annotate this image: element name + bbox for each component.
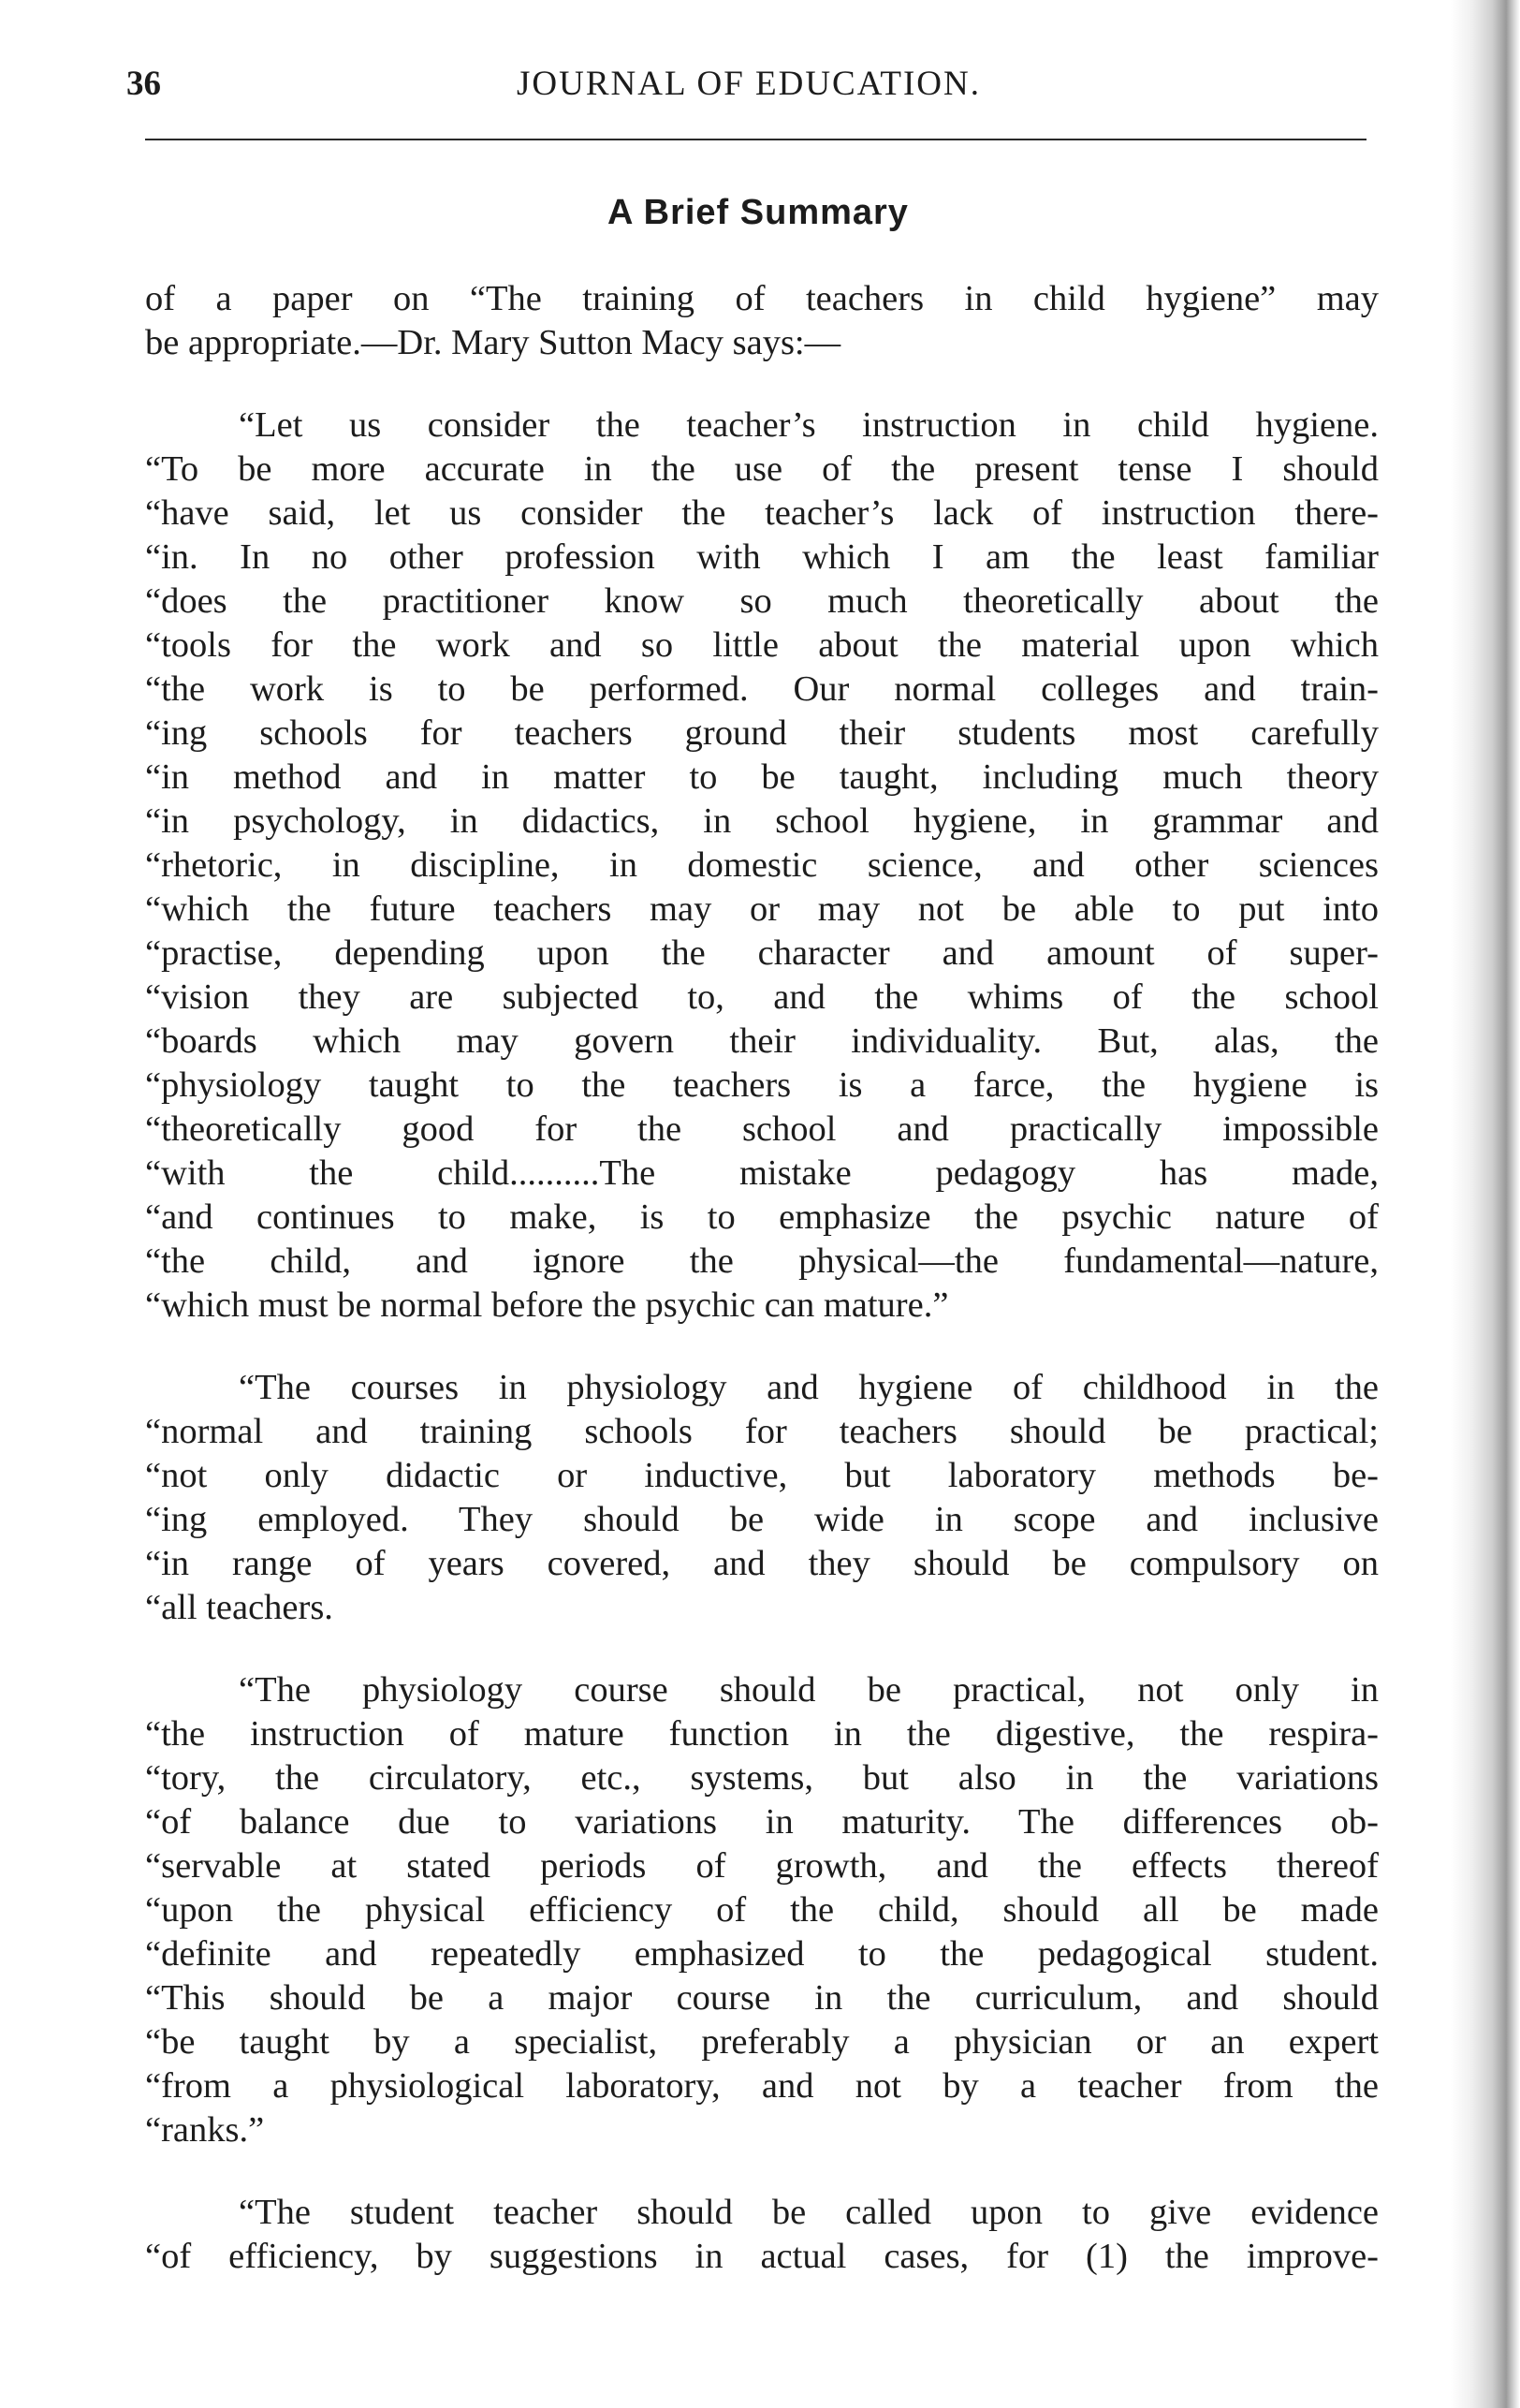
- journal-title: JOURNAL OF EDUCATION.: [517, 65, 981, 103]
- paragraph-quote-4: [145, 2191, 1379, 2279]
- text-line: “with the child..........The mistake pedagogy has made,: [145, 1153, 1379, 1193]
- text-line: be appropriate.—Dr. Mary Sutton Macy says:—: [145, 323, 841, 362]
- paragraph-gap: [145, 1630, 1379, 1668]
- article-title: A Brief Summary: [607, 193, 909, 232]
- text-line: “normal and training schools for teachers should be practical;: [145, 1412, 1379, 1451]
- text-line: “Let us consider the teacher’s instruction in child hygiene.: [239, 405, 1379, 445]
- paragraph-gap: [145, 1328, 1379, 1366]
- text-line: “which the future teachers may or may not be able to put into: [145, 889, 1379, 929]
- paragraph-quote-1: [145, 404, 1379, 1328]
- text-line: “physiology taught to the teachers is a farce, the hygiene is: [145, 1065, 1379, 1105]
- text-line: “have said, let us consider the teacher’s lack of instruction there-: [145, 493, 1379, 533]
- paragraph-gap: [145, 365, 1379, 404]
- text-line: “in method and in matter to be taught, including much theory: [145, 757, 1379, 797]
- text-line: “in psychology, in didactics, in school hygiene, in grammar and: [145, 801, 1379, 841]
- text-line: “servable at stated periods of growth, and the effects thereof: [145, 1846, 1379, 1886]
- text-line: “from a physiological laboratory, and not by a teacher from the: [145, 2066, 1379, 2106]
- paragraph-intro: [145, 277, 1379, 365]
- text-line: “upon the physical efficiency of the child, should all be made: [145, 1890, 1379, 1930]
- text-line: “the work is to be performed. Our normal colleges and train-: [145, 669, 1379, 709]
- text-line: “The student teacher should be called upon to give evidence: [239, 2193, 1379, 2232]
- text-line: “not only didactic or inductive, but laboratory methods be-: [145, 1456, 1379, 1495]
- page-number: 36: [126, 65, 161, 103]
- running-head: [126, 64, 1371, 120]
- text-line: “which must be normal before the psychic can mature.”: [145, 1285, 949, 1325]
- text-line: “and continues to make, is to emphasize the psychic nature of: [145, 1197, 1379, 1237]
- header-rule: [145, 139, 1367, 140]
- text-line: “To be more accurate in the use of the present tense I should: [145, 449, 1379, 489]
- text-line: “vision they are subjected to, and the whims of the school: [145, 977, 1379, 1017]
- text-line: “practise, depending upon the character and amount of super-: [145, 933, 1379, 973]
- text-line: “in. In no other profession with which I am the least familiar: [145, 537, 1379, 577]
- text-line: “boards which may govern their individuality. But, alas, the: [145, 1021, 1379, 1061]
- text-line: “ing employed. They should be wide in scope and inclusive: [145, 1500, 1379, 1539]
- text-line: “in range of years covered, and they should be compulsory on: [145, 1544, 1379, 1583]
- text-line: “of efficiency, by suggestions in actual cases, for (1) the improve-: [145, 2237, 1379, 2276]
- paragraph-gap: [145, 2152, 1379, 2191]
- text-line: “ranks.”: [145, 2110, 265, 2150]
- text-line: “of balance due to variations in maturity. The differences ob-: [145, 1802, 1379, 1842]
- text-line: “definite and repeatedly emphasized to the pedagogical student.: [145, 1934, 1379, 1974]
- text-line: “tory, the circulatory, etc., systems, but also in the variations: [145, 1758, 1379, 1798]
- text-line: “the instruction of mature function in the digestive, the respira-: [145, 1714, 1379, 1754]
- text-line: of a paper on “The training of teachers in child hygiene” may: [145, 279, 1379, 318]
- text-line: “tools for the work and so little about the material upon which: [145, 625, 1379, 665]
- paragraph-quote-2: [145, 1366, 1379, 1630]
- text-line: “the child, and ignore the physical—the fundamental—nature,: [145, 1241, 1379, 1281]
- text-line: “The physiology course should be practical, not only in: [239, 1670, 1379, 1710]
- text-line: “does the practitioner know so much theoretically about the: [145, 581, 1379, 621]
- text-line: “rhetoric, in discipline, in domestic science, and other sciences: [145, 845, 1379, 885]
- text-line: “The courses in physiology and hygiene of childhood in the: [239, 1368, 1379, 1407]
- text-line: “ing schools for teachers ground their students most carefully: [145, 713, 1379, 753]
- article-body: [145, 277, 1379, 2279]
- text-line: “be taught by a specialist, preferably a physician or an expert: [145, 2022, 1379, 2062]
- paragraph-quote-3: [145, 1668, 1379, 2152]
- text-line: “all teachers.: [145, 1588, 333, 1627]
- text-line: “This should be a major course in the curriculum, and should: [145, 1978, 1379, 2018]
- text-line: “theoretically good for the school and practically impossible: [145, 1109, 1379, 1149]
- scanned-page-edge: [1451, 0, 1520, 2408]
